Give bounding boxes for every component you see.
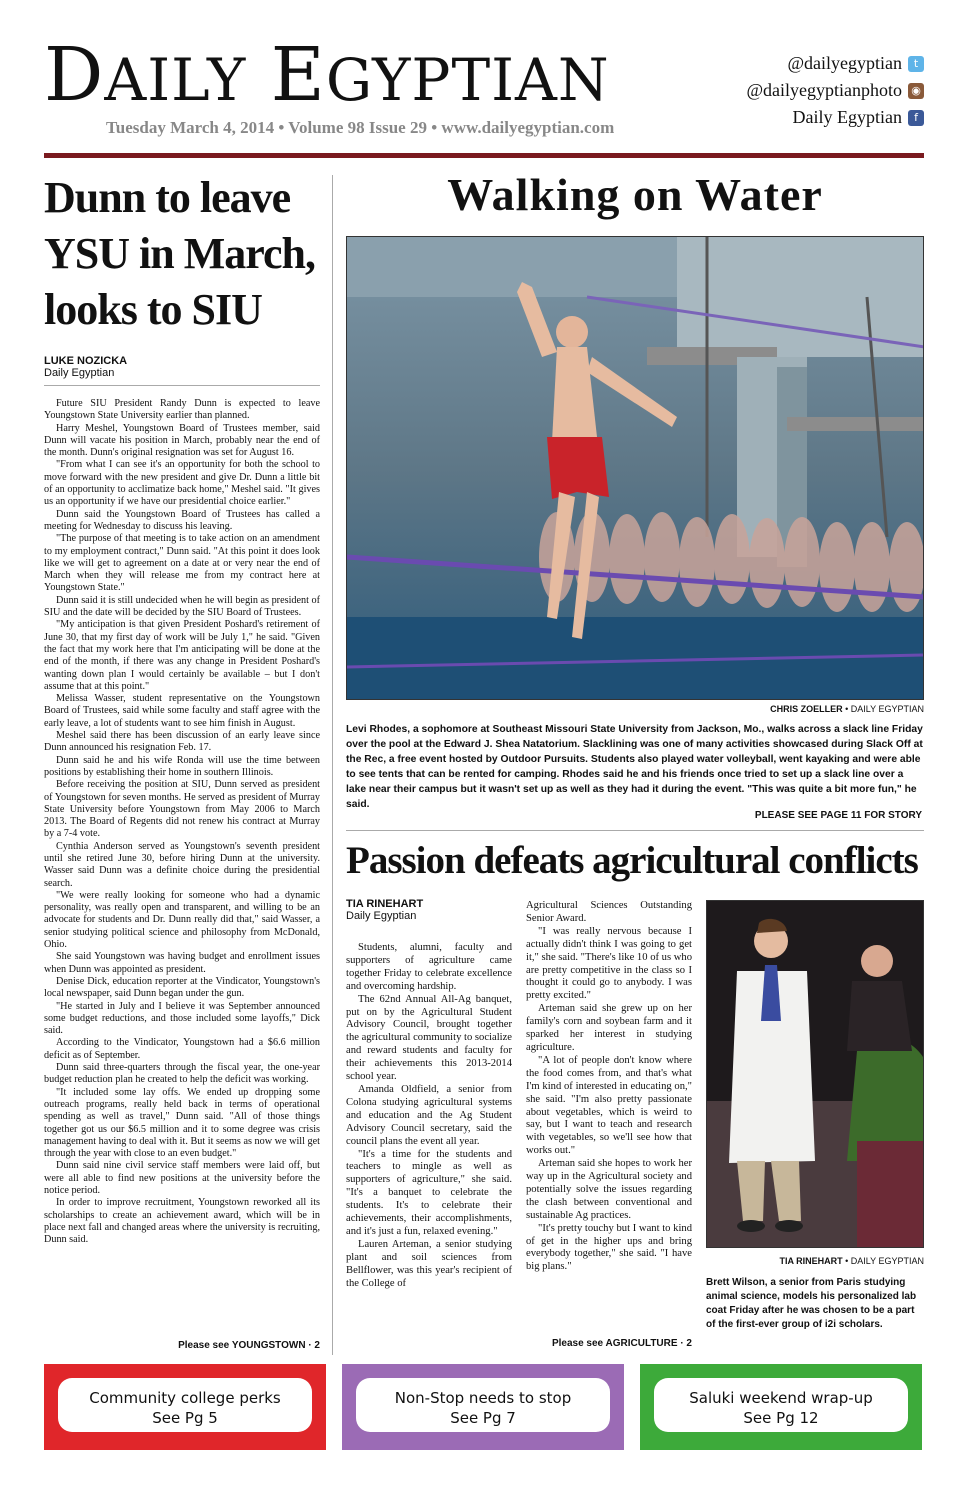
column-divider: [332, 175, 333, 1355]
dateline: Tuesday March 4, 2014 • Volume 98 Issue 29 • www.dailyegyptian.com: [106, 118, 615, 137]
social-twitter[interactable]: @dailyegyptian t: [746, 50, 924, 77]
story2-photo-credit: TIA RINEHART • DAILY EGYPTIAN: [779, 1256, 924, 1266]
facebook-icon: f: [908, 110, 924, 126]
story1-headline[interactable]: Dunn to leave YSU in March, looks to SIU: [44, 173, 315, 334]
story1-author: LUKE NOZICKA: [44, 355, 128, 367]
story1-byline-block: [44, 355, 320, 386]
promo-box-1[interactable]: [44, 1364, 326, 1450]
social-instagram[interactable]: @dailyegyptianphoto ◉: [746, 77, 924, 104]
instagram-icon: ◉: [908, 83, 924, 99]
masthead-rule: [44, 153, 924, 158]
story2-caption: Brett Wilson, a senior from Paris studying animal science, models his personalized lab coat Friday after he was chosen to be a part of the first-ever group of i2i scholars.: [706, 1277, 917, 1330]
feature-jump-link[interactable]: PLEASE SEE PAGE 11 FOR STORY: [754, 810, 922, 821]
feature-caption: Levi Rhodes, a sophomore at Southeast Missouri State University from Jackson, Mo., walks across a slack line Friday over the pool at the Edward J. Shea Natatorium. Slacklining was one of many activities showcased during Slack Off at the Rec, a free event hosted by Outdoor Pursuits. Students also played water volleyball, went kayaking and were able to see tents that can be rented for camping. Rhodes said he and his friends once tried to set up a slack line over a lake near their campus but it wasn't set up as well as they had it during the event. "This was quite a bit more fun," he said.: [346, 724, 923, 810]
feature-photo: [346, 236, 924, 700]
promo-box-1-label: Community college perks See Pg 5: [58, 1378, 312, 1432]
story1-org: Daily Egyptian: [44, 367, 115, 379]
social-links: [746, 50, 924, 131]
story2-author: TIA RINEHART: [346, 898, 424, 910]
masthead-title: DAILY EGYPTIAN: [44, 32, 610, 118]
story2-byline-block: [346, 898, 514, 922]
story2-photo: [706, 900, 924, 1248]
feature-photo-credit: CHRIS ZOELLER • DAILY EGYPTIAN: [770, 704, 924, 714]
promo-box-3-label: Saluki weekend wrap-up See Pg 12: [654, 1378, 908, 1432]
story2-org: Daily Egyptian: [346, 910, 417, 922]
social-facebook[interactable]: Daily Egyptian f: [746, 104, 924, 131]
story2-column-1: Students, alumni, faculty and supporters of agriculture came together Friday to celebrate excellence and overcoming hardship. The 62nd Annual All-Ag banquet, put on by the Agricultural Student Advisory Council, brought together the agricultural community to socialize and reward students and faculty for their achievements this 2013-2014 school year. Amanda Oldfield, a senior from Colona studying agricultural systems and education and the Ag Student Advisory Council secretary, said the council plans the event all year. "It's a time for the students and teachers to mingle as well as supporters of agriculture," she said. "It's a banquet to celebrate the students. It's to celebrate their achievements, their accomplishments, and it's just a fun, relaxed evening." Lauren Arteman, a senior studying plant and soil sciences from Bellflower, was this year's recipient of the College of: [346, 942, 512, 1289]
story1-jump-link[interactable]: Please see YOUNGSTOWN · 2: [178, 1340, 320, 1351]
twitter-icon: t: [908, 56, 924, 72]
feature-headline[interactable]: Walking on Water: [447, 169, 823, 220]
promo-box-3[interactable]: [640, 1364, 922, 1450]
story2-jump-link[interactable]: Please see AGRICULTURE · 2: [551, 1338, 692, 1349]
promo-box-2-label: Non-Stop needs to stop See Pg 7: [356, 1378, 610, 1432]
divider: [44, 385, 320, 386]
story2-column-2: Agricultural Sciences Outstanding Senior Award. "I was really nervous because I actually didn't think I was going to get it," she said. "There's like 10 of us who are pretty competitive in the class so I thought it could go to anybody. I was pretty excited." Arteman said she grew up on her family's corn and soybean farm and it sparked her interest in studying agriculture. "A lot of people don't know where the food comes from, and that's what I'm kind of interested in educating on," she said. "I'm also pretty passionate about vegetables, which is weird to say, but I want to teach and research with vegetables, so we'll see how that works out." Arteman said she hopes to work her way up in the Agricultural society and potentially solve the issues regarding the clash between conventional and sustainable Ag practices. "It's pretty touchy but I want to kind of get in the higher ups and bring everybody together," she said. "I have big plans.": [526, 900, 692, 1273]
story1-body: Future SIU President Randy Dunn is expected to leave Youngstown State University earlier than planned. Harry Meshel, Youngstown Board of Trustees member, said Dunn will vacate his position in March, probably near the end of the month. Dunn's original resignation was set for August 16. "From what I can see it's an opportunity for both the school to move forward with the new president and give Dr. Dunn a little bit of an opportunity to acclimatize back home," Meshel said. "It gives us an opportunity if we have our presidential choice earlier." Dunn said the Youngstown Board of Trustees has called a meeting for Wednesday to discuss his leaving. "The purpose of that meeting is to take action on an amendment to my employment contract," Dunn said. "At this point it does look like we will get to agreement on a date at or very near the end of March when they will release me from my contract here at Youngstown State." Dunn said it is still undecided when he will begin as president of SIU and the date will be decided by the SIU Board of Trustees. "My anticipation is that given President Poshard's retirement of June 30, that my first day of work will be July 1," he said. "Given the fact that my work here that I'm anticipating will be done at the end of the month, if there was any change in President Poshard's wanting down plan I would certainly be available – but I don't assume that at this point." Melissa Wasser, student representative on the Youngstown Board of Trustees, said while some faculty and staff agree with the early leave, a lot of students want to see him finish in August. Meshel said there has been discussion of an early leave since Dunn announced his resignation Feb. 17. Dunn said he and his wife Ronda will use the time between positions by establishing their home in southern Illinois. Before receiving the position at SIU, Dunn served as president of Youngstown for seven months. He served as president of Murray State University before Youngstown from May 2006 to March 2013. The Board of Regents did not renew his contract at Murray by a 7-4 vote. Cynthia Anderson served as Youngstown's seventh president until she retired June 30, before hiring Dunn at the university. Wasser said Dunn was a definite choice during the presidential search. "We were really looking for someone who had a dynamic personality, was really open and transparent, and willing to be an advocate for students and Dr. Dunn really did that," said Wasser, a senior studying political science and philosophy from McDonald, Ohio. She said Youngstown was having budget and enrollment issues when Dunn was appointed as president. Denise Dick, education reporter at the Vindicator, Youngstown's local newspaper, said Dunn began under the gun. "He started in July and I believe it was September announced some budget reductions, and those included some layoffs," Dick said. According to the Vindicator, Youngstown had a $6.6 million deficit as of September. Dunn said three-quarters through the fiscal year, the one-year budget reduction plan he created to help the deficit was working. "It included some lay offs. We ended up dropping some outreach programs, really held back in terms of operational spending as well as travel," Dunn said. "All of those things together got us our $6.5 million and it to some degree was crisis management having to deal with it. But it seems as now we will get through the year with close to an even budget." Dunn said nine civil service staff members were laid off, but were all able to find new positions at the university before the notice period. In order to improve recruitment, Youngstown reworked all its scholarships to create an achievement award, which will be in place next fall and changed areas where the university is recruiting, Dunn said.: [44, 398, 320, 1246]
divider: [346, 830, 924, 831]
story2-headline[interactable]: Passion defeats agricultural conflicts: [346, 839, 918, 882]
promo-box-2[interactable]: [342, 1364, 624, 1450]
